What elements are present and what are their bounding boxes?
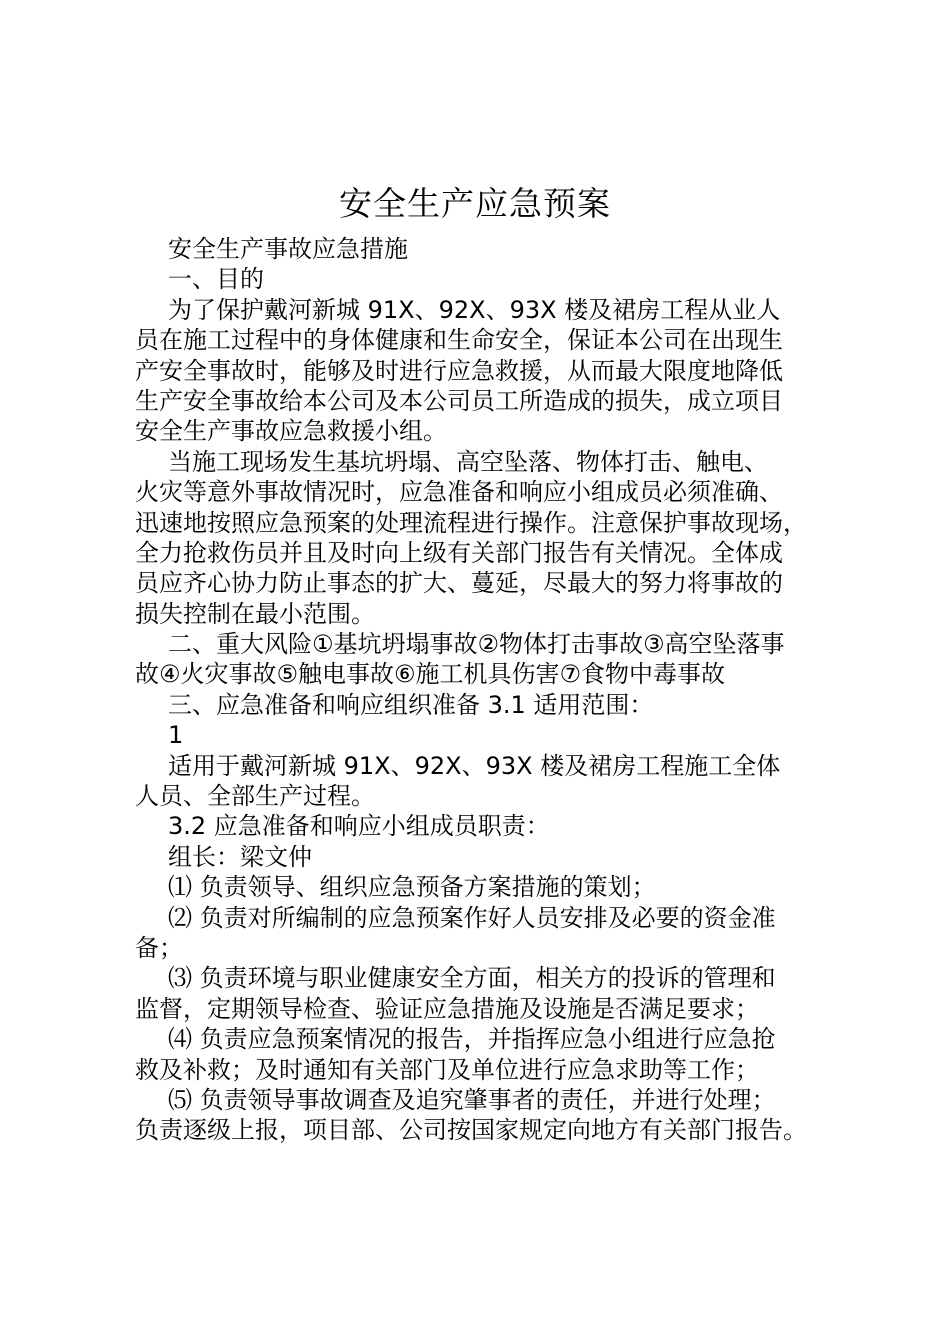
duty-item: ⑴ 负责领导、组织应急预备方案措施的策划； xyxy=(168,873,656,902)
duty-item-continuation: 负责逐级上报，项目部、公司按国家规定向地方有关部门报告。 xyxy=(135,1116,807,1145)
section-heading-major-risks: 二、重大风险①基坑坍塌事故②物体打击事故③高空坠落事 xyxy=(168,630,785,659)
duty-item-continuation: 备； xyxy=(135,933,183,962)
duty-item: ⑷ 负责应急预案情况的报告，并指挥应急小组进行应急抢 xyxy=(168,1025,776,1054)
page-number-marker: 1 xyxy=(168,721,184,750)
paragraph-line: 人员、全部生产过程。 xyxy=(135,782,375,811)
paragraph-line: 当施工现场发生基坑坍塌、高空坠落、物体打击、触电、 xyxy=(168,447,768,476)
paragraph-line: 安全生产事故应急救援小组。 xyxy=(135,417,447,446)
subsection-heading-duties: 3.2 应急准备和响应小组成员职责： xyxy=(168,812,550,841)
document-title: 安全生产应急预案 xyxy=(339,184,611,223)
paragraph-line: 适用于戴河新城 91X、92X、93X 楼及裙房工程施工全体 xyxy=(168,751,781,780)
paragraph-line: 员应齐心协力防止事态的扩大、蔓延，尽最大的努力将事故的 xyxy=(135,569,783,598)
duty-item: ⑸ 负责领导事故调查及追究肇事者的责任，并进行处理； xyxy=(168,1085,776,1114)
paragraph-line: 员在施工过程中的身体健康和生命安全，保证本公司在出现生 xyxy=(135,326,783,355)
paragraph-line: 生产安全事故给本公司及本公司员工所造成的损失，成立项目 xyxy=(135,386,783,415)
paragraph-line: 火灾等意外事故情况时，应急准备和响应小组成员必须准确、 xyxy=(135,478,783,507)
paragraph-line: 产安全事故时，能够及时进行应急救援，从而最大限度地降低 xyxy=(135,356,783,385)
paragraph-line: 损失控制在最小范围。 xyxy=(135,599,375,628)
paragraph-line: 故④火灾事故⑤触电事故⑥施工机具伤害⑦食物中毒事故 xyxy=(135,660,726,689)
paragraph-line: 迅速地按照应急预案的处理流程进行操作。注意保护事故现场， xyxy=(135,508,807,537)
duty-item-continuation: 救及补救；及时通知有关部门及单位进行应急求助等工作； xyxy=(135,1055,759,1084)
duty-item: ⑵ 负责对所编制的应急预案作好人员安排及必要的资金准 xyxy=(168,903,776,932)
document-body xyxy=(135,234,855,1146)
heading-emergency-measures: 安全生产事故应急措施 xyxy=(168,235,408,263)
paragraph-line: 全力抢救伤员并且及时向上级有关部门报告有关情况。全体成 xyxy=(135,538,783,567)
section-heading-purpose: 一、目的 xyxy=(168,265,264,294)
section-heading-preparation: 三、应急准备和响应组织准备 3.1 适用范围： xyxy=(168,690,654,719)
duty-item: ⑶ 负责环境与职业健康安全方面，相关方的投诉的管理和 xyxy=(168,964,776,993)
team-leader-line: 组长：梁文仲 xyxy=(168,842,312,871)
duty-item-continuation: 监督，定期领导检查、验证应急措施及设施是否满足要求； xyxy=(135,994,759,1023)
paragraph-line: 为了保护戴河新城 91X、92X、93X 楼及裙房工程从业人 xyxy=(168,295,781,324)
